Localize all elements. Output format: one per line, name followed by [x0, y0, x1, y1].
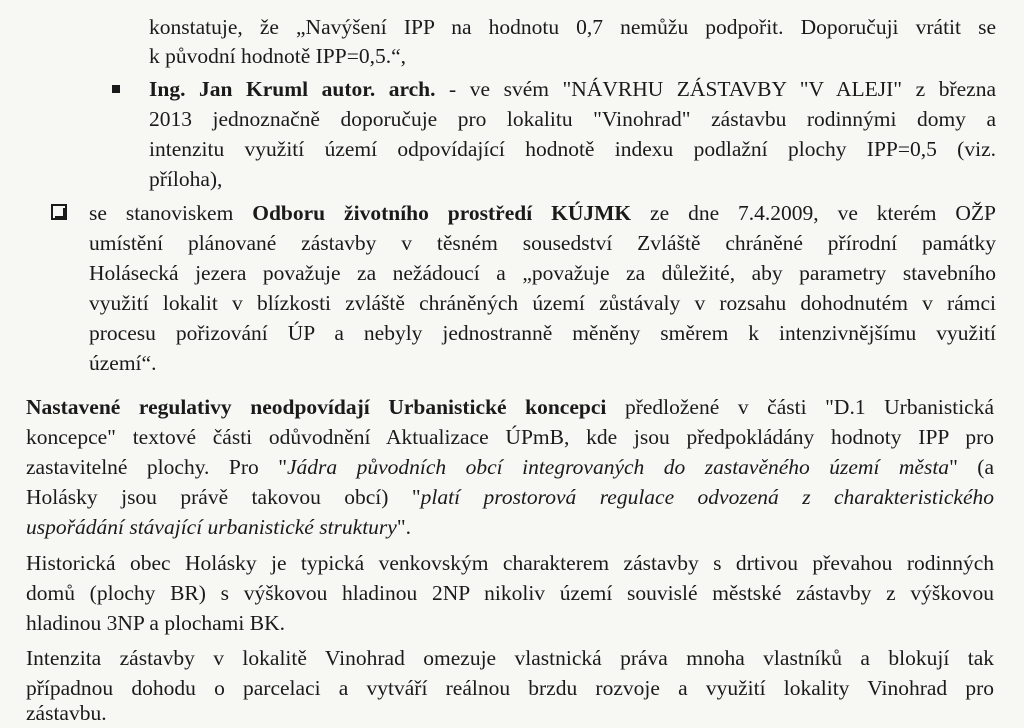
text: Historická obec Holásky je typická venkovským charakterem zástavby s drtivou převahou rodinných — [26, 551, 994, 575]
text-line — [26, 423, 994, 453]
text-line — [89, 289, 996, 319]
text-line — [89, 229, 996, 259]
text-line — [26, 579, 994, 609]
text: hladinou 3NP a plochami BK. — [26, 611, 285, 635]
heading-bold: Nastavené regulativy neodpovídají Urbanistické koncepci — [26, 395, 607, 419]
text-line — [26, 609, 994, 639]
text-line — [89, 319, 996, 349]
text: se stanoviskem — [89, 201, 253, 225]
italic-quote: Jádra původních obcí integrovaných do zastavěného území města — [287, 455, 950, 479]
text: procesu pořizování ÚP a nebyly jednostranně měněny směrem k intenzivnějšímu využití — [89, 321, 996, 345]
checkbox-icon — [51, 204, 67, 220]
text: 2013 jednoznačně doporučuje pro lokalitu "Vinohrad" zástavbu rodinnými domy a — [149, 107, 996, 131]
text: Holásecká jezera považuje za nežádoucí a „považuje za důležité, aby parametry stavebního — [89, 261, 996, 285]
text: " (a — [949, 455, 995, 479]
text-line — [89, 349, 996, 379]
text-line — [26, 453, 994, 483]
italic-quote: uspořádání stávající urbanistické struktury — [26, 515, 397, 539]
text-line — [149, 165, 996, 195]
text: využití lokalit v blízkosti zvláště chráněných území zůstávaly v rozsahu dohodnutém v rámci — [89, 291, 996, 315]
text: příloha), — [149, 167, 223, 191]
text: intenzitu využití území odpovídající hodnotě indexu podlažní plochy IPP=0,5 (viz. — [149, 137, 996, 161]
paragraph-line — [26, 644, 994, 674]
text: Holásky jsou právě takovou obcí) " — [26, 485, 421, 509]
paragraph-line — [26, 549, 994, 579]
text: koncepce" textové části odůvodnění Aktualizace ÚPmB, kde jsou předpokládány hodnoty IPP pro — [26, 425, 994, 449]
text-line — [26, 699, 994, 728]
bullet-line — [149, 75, 996, 105]
text-line — [149, 105, 996, 135]
text-line — [149, 13, 996, 43]
text-line — [89, 259, 996, 289]
text-line — [149, 42, 996, 72]
text: - ve svém "NÁVRHU ZÁSTAVBY "V ALEJI" z března — [435, 77, 996, 101]
author-name: Ing. Jan Kruml autor. arch. — [149, 77, 436, 101]
checkbox-line — [89, 199, 996, 229]
text: zástavbu. — [26, 701, 107, 725]
text: konstatuje, že „Navýšení IPP na hodnotu 0,7 nemůžu podpořit. Doporučuji vrátit se — [149, 15, 996, 39]
text: území“. — [89, 351, 157, 375]
text: domů (plochy BR) s výškovou hladinou 2NP nikoliv území souvislé městské zástavby z výškovou — [26, 581, 994, 605]
text: ". — [396, 515, 411, 539]
text-line — [26, 513, 994, 543]
italic-quote: platí prostorová regulace odvozená z charakteristického — [420, 485, 994, 509]
text: zastavitelné plochy. Pro " — [26, 455, 287, 479]
text: Intenzita zástavby v lokalitě Vinohrad omezuje vlastnická práva mnoha vlastníků a blokují tak — [26, 646, 994, 670]
paragraph-line — [26, 393, 994, 423]
square-bullet-icon — [112, 85, 120, 93]
office-name: Odboru životního prostředí KÚJMK — [252, 201, 632, 225]
text: k původní hodnotě IPP=0,5.“, — [149, 44, 406, 68]
text: případnou dohodu o parcelaci a vytváří reálnou brzdu rozvoje a využití lokality Vinohrad pro — [26, 676, 994, 700]
text-line — [149, 135, 996, 165]
text: umístění plánované zástavby v těsném sousedství Zvláště chráněné přírodní památky — [89, 231, 996, 255]
text: ze dne 7.4.2009, ve kterém OŽP — [631, 201, 997, 225]
text: předložené v části "D.1 Urbanistická — [606, 395, 994, 419]
text-line — [26, 483, 994, 513]
